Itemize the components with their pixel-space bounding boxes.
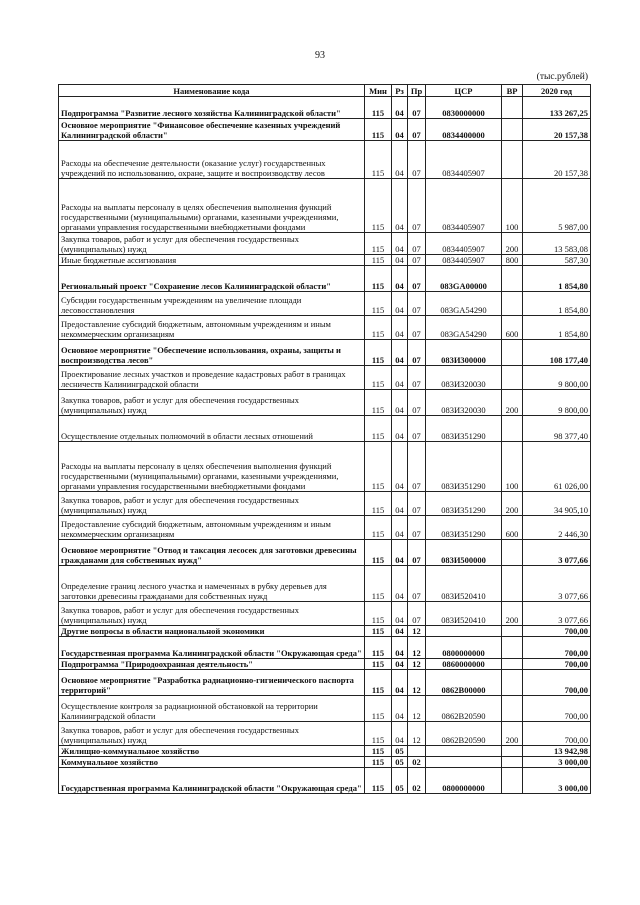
units-label: (тыс.рублей) (536, 72, 588, 82)
row-rz: 05 (392, 746, 408, 757)
row-vr: 100 (502, 179, 523, 233)
row-name: Расходы на выплаты персоналу в целях обеспечения выполнения функций государственными (муниципальными) органами, казенными учреждениями, органами управления государственными внебюджетными фондами (59, 442, 365, 492)
row-min: 115 (365, 416, 392, 442)
row-name: Подпрограмма "Развитие лесного хозяйства Калининградской области" (59, 97, 365, 119)
table-row (59, 233, 591, 255)
header-name: Наименование кода (59, 85, 365, 97)
row-min: 115 (365, 233, 392, 255)
table-row (59, 602, 591, 626)
row-rz: 04 (392, 516, 408, 540)
row-sum: 700,00 (523, 637, 591, 659)
row-rz: 04 (392, 566, 408, 602)
row-vr (502, 696, 523, 722)
table-row (59, 670, 591, 696)
row-rz: 04 (392, 626, 408, 637)
row-vr (502, 340, 523, 366)
row-csr: 0834405907 (426, 179, 502, 233)
row-vr (502, 366, 523, 390)
row-csr: 083GA00000 (426, 266, 502, 292)
row-csr: 083GA54290 (426, 292, 502, 316)
row-rz: 04 (392, 670, 408, 696)
row-csr: 0800000000 (426, 768, 502, 794)
row-min: 115 (365, 696, 392, 722)
row-min: 115 (365, 540, 392, 566)
row-vr: 800 (502, 255, 523, 266)
row-vr: 200 (502, 492, 523, 516)
row-pr: 02 (408, 768, 426, 794)
row-sum: 9 800,00 (523, 390, 591, 416)
row-rz: 05 (392, 768, 408, 794)
row-pr: 07 (408, 492, 426, 516)
table-row (59, 416, 591, 442)
row-csr: 083GA54290 (426, 316, 502, 340)
row-sum: 2 446,30 (523, 516, 591, 540)
row-vr (502, 141, 523, 179)
row-sum: 3 000,00 (523, 757, 591, 768)
table-row (59, 768, 591, 794)
row-rz: 04 (392, 492, 408, 516)
row-name: Субсидии государственным учреждениям на увеличение площади лесовосстановления (59, 292, 365, 316)
row-vr (502, 292, 523, 316)
row-vr (502, 626, 523, 637)
row-pr: 12 (408, 659, 426, 670)
row-vr: 600 (502, 316, 523, 340)
row-rz: 04 (392, 366, 408, 390)
row-pr: 07 (408, 416, 426, 442)
row-sum: 5 987,00 (523, 179, 591, 233)
row-csr (426, 757, 502, 768)
row-pr: 07 (408, 602, 426, 626)
row-sum: 700,00 (523, 659, 591, 670)
row-csr: 0800000000 (426, 637, 502, 659)
table-row (59, 266, 591, 292)
row-rz: 04 (392, 119, 408, 141)
row-min: 115 (365, 602, 392, 626)
header-year: 2020 год (523, 85, 591, 97)
row-pr: 07 (408, 292, 426, 316)
row-rz: 04 (392, 255, 408, 266)
row-pr: 07 (408, 141, 426, 179)
row-sum: 61 026,00 (523, 442, 591, 492)
table-row (59, 492, 591, 516)
row-csr: 0830000000 (426, 97, 502, 119)
row-name: Расходы на обеспечение деятельности (оказание услуг) государственных учреждений по использованию, охране, защите и воспроизводству лесов (59, 141, 365, 179)
row-min: 115 (365, 670, 392, 696)
row-name: Закупка товаров, работ и услуг для обеспечения государственных (муниципальных) нужд (59, 722, 365, 746)
row-rz: 04 (392, 637, 408, 659)
row-csr: 083И500000 (426, 540, 502, 566)
table-row (59, 516, 591, 540)
table-row (59, 637, 591, 659)
row-name: Государственная программа Калининградской области "Окружающая среда" (59, 637, 365, 659)
row-rz: 04 (392, 97, 408, 119)
row-csr: 083И351290 (426, 516, 502, 540)
row-name: Определение границ лесного участка и намеченных в рубку деревьев для заготовки древесины гражданами для собственных нужд (59, 566, 365, 602)
row-csr: 083И520410 (426, 566, 502, 602)
row-sum: 700,00 (523, 626, 591, 637)
row-name: Другие вопросы в области национальной экономики (59, 626, 365, 637)
row-sum: 34 905,10 (523, 492, 591, 516)
row-min: 115 (365, 768, 392, 794)
row-min: 115 (365, 390, 392, 416)
row-vr: 200 (502, 602, 523, 626)
table-row (59, 179, 591, 233)
table-row (59, 141, 591, 179)
row-rz: 04 (392, 233, 408, 255)
row-vr: 200 (502, 722, 523, 746)
row-name: Жилищно-коммунальное хозяйство (59, 746, 365, 757)
row-pr: 12 (408, 670, 426, 696)
row-pr: 12 (408, 696, 426, 722)
row-name: Осуществление отдельных полномочий в области лесных отношений (59, 416, 365, 442)
row-pr: 12 (408, 637, 426, 659)
row-vr: 100 (502, 442, 523, 492)
row-rz: 04 (392, 416, 408, 442)
row-pr: 07 (408, 516, 426, 540)
row-pr: 07 (408, 316, 426, 340)
row-sum: 700,00 (523, 722, 591, 746)
row-pr: 07 (408, 233, 426, 255)
row-vr: 600 (502, 516, 523, 540)
table-row (59, 757, 591, 768)
row-pr: 07 (408, 390, 426, 416)
row-sum: 700,00 (523, 670, 591, 696)
row-sum: 700,00 (523, 696, 591, 722)
row-csr: 0862В20590 (426, 722, 502, 746)
row-pr: 12 (408, 722, 426, 746)
table-row (59, 316, 591, 340)
row-min: 115 (365, 340, 392, 366)
row-pr: 07 (408, 179, 426, 233)
row-min: 115 (365, 292, 392, 316)
table-row (59, 97, 591, 119)
header-rz: Рз (392, 85, 408, 97)
row-csr: 083И320030 (426, 366, 502, 390)
row-pr (408, 746, 426, 757)
header-csr: ЦСР (426, 85, 502, 97)
row-sum: 1 854,80 (523, 316, 591, 340)
row-csr: 0862В00000 (426, 670, 502, 696)
row-csr: 083И351290 (426, 416, 502, 442)
row-pr: 07 (408, 119, 426, 141)
row-sum: 13 583,08 (523, 233, 591, 255)
row-name: Предоставление субсидий бюджетным, автономным учреждениям и иным некоммерческим организациям (59, 516, 365, 540)
row-csr (426, 746, 502, 757)
row-vr (502, 659, 523, 670)
row-vr: 200 (502, 233, 523, 255)
row-name: Основное мероприятие "Обеспечение использования, охраны, защиты и воспроизводства лесов" (59, 340, 365, 366)
row-vr (502, 746, 523, 757)
row-rz: 04 (392, 442, 408, 492)
row-csr: 083И320030 (426, 390, 502, 416)
row-pr: 02 (408, 757, 426, 768)
row-csr: 0834405907 (426, 255, 502, 266)
row-sum: 108 177,40 (523, 340, 591, 366)
table-row (59, 626, 591, 637)
row-csr: 0834405907 (426, 233, 502, 255)
row-rz: 04 (392, 179, 408, 233)
row-csr: 0862В20590 (426, 696, 502, 722)
table-body (59, 97, 591, 794)
row-min: 115 (365, 626, 392, 637)
row-sum: 9 800,00 (523, 366, 591, 390)
row-min: 115 (365, 119, 392, 141)
row-vr (502, 566, 523, 602)
row-name: Основное мероприятие "Отвод и таксация лесосек для заготовки древесины гражданами для собственных нужд" (59, 540, 365, 566)
row-vr (502, 637, 523, 659)
row-sum: 1 854,80 (523, 266, 591, 292)
row-name: Основное мероприятие "Разработка радиационно-гигиенического паспорта территорий" (59, 670, 365, 696)
row-vr (502, 97, 523, 119)
table-header-row (59, 85, 591, 97)
row-vr (502, 416, 523, 442)
table-row (59, 442, 591, 492)
row-sum: 20 157,38 (523, 119, 591, 141)
row-vr (502, 540, 523, 566)
row-name: Расходы на выплаты персоналу в целях обеспечения выполнения функций государственными (муниципальными) органами, казенными учреждениями, органами управления государственными внебюджетными фондами (59, 179, 365, 233)
row-name: Основное мероприятие "Финансовое обеспечение казенных учреждений Калининградской области" (59, 119, 365, 141)
table-row (59, 722, 591, 746)
row-name: Коммунальное хозяйство (59, 757, 365, 768)
row-min: 115 (365, 255, 392, 266)
header-min: Мин (365, 85, 392, 97)
table-row (59, 292, 591, 316)
row-name: Подпрограмма "Природоохранная деятельность" (59, 659, 365, 670)
row-name: Предоставление субсидий бюджетным, автономным учреждениям и иным некоммерческим организациям (59, 316, 365, 340)
row-min: 115 (365, 637, 392, 659)
page-number: 93 (315, 50, 325, 61)
row-pr: 07 (408, 340, 426, 366)
row-pr: 07 (408, 255, 426, 266)
row-rz: 04 (392, 390, 408, 416)
row-sum: 3 077,66 (523, 566, 591, 602)
row-rz: 04 (392, 540, 408, 566)
row-vr (502, 670, 523, 696)
row-vr (502, 768, 523, 794)
row-min: 115 (365, 316, 392, 340)
row-pr: 07 (408, 442, 426, 492)
row-rz: 04 (392, 141, 408, 179)
row-sum: 3 077,66 (523, 602, 591, 626)
row-csr: 083И351290 (426, 442, 502, 492)
row-name: Закупка товаров, работ и услуг для обеспечения государственных (муниципальных) нужд (59, 602, 365, 626)
row-sum: 1 854,80 (523, 292, 591, 316)
row-pr: 07 (408, 97, 426, 119)
table-row (59, 340, 591, 366)
row-csr: 083И300000 (426, 340, 502, 366)
row-rz: 04 (392, 292, 408, 316)
table-row (59, 659, 591, 670)
row-min: 115 (365, 566, 392, 602)
table-row (59, 390, 591, 416)
row-csr: 0834400000 (426, 119, 502, 141)
row-min: 115 (365, 516, 392, 540)
row-pr: 12 (408, 626, 426, 637)
row-min: 115 (365, 97, 392, 119)
row-csr: 083И351290 (426, 492, 502, 516)
row-min: 115 (365, 366, 392, 390)
row-min: 115 (365, 757, 392, 768)
row-sum: 133 267,25 (523, 97, 591, 119)
row-sum: 587,30 (523, 255, 591, 266)
row-pr: 07 (408, 366, 426, 390)
row-csr (426, 626, 502, 637)
table-row (59, 255, 591, 266)
row-name: Государственная программа Калининградской области "Окружающая среда" (59, 768, 365, 794)
row-min: 115 (365, 179, 392, 233)
row-sum: 3 077,66 (523, 540, 591, 566)
row-rz: 04 (392, 722, 408, 746)
row-vr (502, 266, 523, 292)
table-row (59, 366, 591, 390)
row-pr: 07 (408, 566, 426, 602)
row-rz: 04 (392, 266, 408, 292)
row-name: Региональный проект "Сохранение лесов Калининградской области" (59, 266, 365, 292)
row-min: 115 (365, 442, 392, 492)
header-vr: ВР (502, 85, 523, 97)
budget-table (58, 84, 591, 794)
row-sum: 20 157,38 (523, 141, 591, 179)
row-name: Закупка товаров, работ и услуг для обеспечения государственных (муниципальных) нужд (59, 492, 365, 516)
row-min: 115 (365, 492, 392, 516)
row-csr: 083И520410 (426, 602, 502, 626)
row-min: 115 (365, 266, 392, 292)
row-rz: 04 (392, 659, 408, 670)
row-csr: 0834405907 (426, 141, 502, 179)
row-min: 115 (365, 659, 392, 670)
row-pr: 07 (408, 266, 426, 292)
row-sum: 13 942,98 (523, 746, 591, 757)
table-row (59, 119, 591, 141)
row-min: 115 (365, 746, 392, 757)
row-min: 115 (365, 722, 392, 746)
row-rz: 04 (392, 602, 408, 626)
row-vr: 200 (502, 390, 523, 416)
table-row (59, 566, 591, 602)
row-name: Иные бюджетные ассигнования (59, 255, 365, 266)
row-csr: 0860000000 (426, 659, 502, 670)
row-pr: 07 (408, 540, 426, 566)
row-rz: 05 (392, 757, 408, 768)
row-sum: 3 000,00 (523, 768, 591, 794)
row-vr (502, 757, 523, 768)
row-min: 115 (365, 141, 392, 179)
row-name: Закупка товаров, работ и услуг для обеспечения государственных (муниципальных) нужд (59, 390, 365, 416)
table-row (59, 540, 591, 566)
row-rz: 04 (392, 340, 408, 366)
header-pr: Пр (408, 85, 426, 97)
row-name: Осуществление контроля за радиационной обстановкой на территории Калининградской области (59, 696, 365, 722)
row-name: Проектирование лесных участков и проведение кадастровых работ в границах лесничеств Калининградской области (59, 366, 365, 390)
row-sum: 98 377,40 (523, 416, 591, 442)
row-rz: 04 (392, 696, 408, 722)
row-vr (502, 119, 523, 141)
row-name: Закупка товаров, работ и услуг для обеспечения государственных (муниципальных) нужд (59, 233, 365, 255)
table-row (59, 746, 591, 757)
table-row (59, 696, 591, 722)
row-rz: 04 (392, 316, 408, 340)
